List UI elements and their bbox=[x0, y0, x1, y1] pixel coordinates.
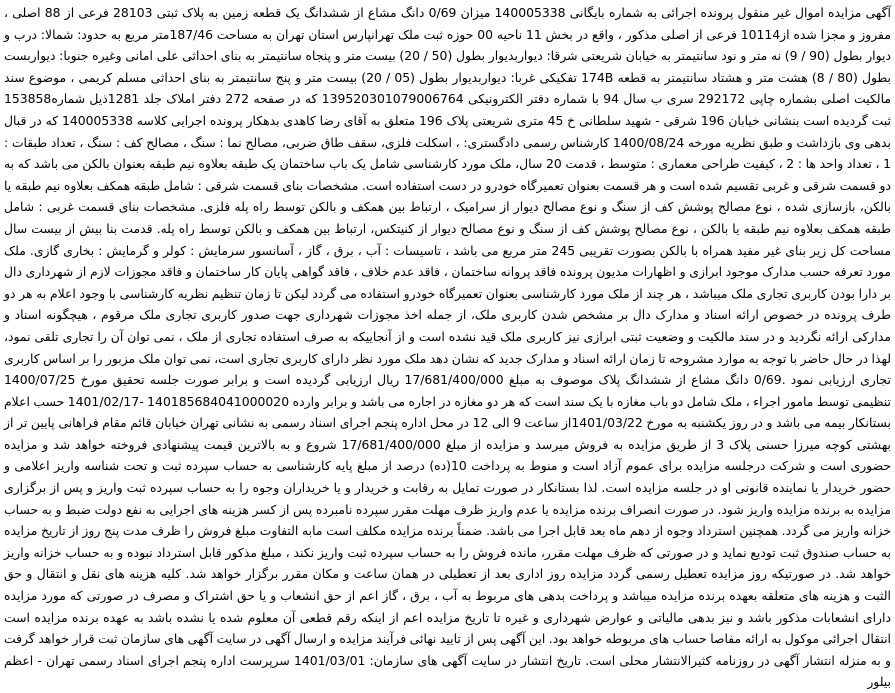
auction-notice-text: آگهی مزایده اموال غیر منقول پرونده اجرائی به شماره بایگانی 140005338 میزان 0/69 دانگ مشاع از ششدانگ یک قطعه زمین به پلاک ثبتی 28103 فرعی از 88 اصلی ، مفروز و مجزا شده از10114 فرعی از اصلی مذکور ، واقع در بخش 11 ناحیه 00 حوزه ثبت ملک تهرانپارس استان تهران به مساحت 187/46متر مربع به حدود: شمالا: درب و دیوار بطول (90 / 9) نه متر و نود سانتیمتر به خیابان شریعتی شرقا: دیواربدیوار بطول (50 / 20) بیست متر و پنجاه سانتیمتر به بنای احداثی علی امانی وغیره جنوبا: دیواربست بطول (80 / 8) هشت متر و هشتاد سانتیمتر به قطعه 174B تفکیکی غربا: دیواربدیوار بطول (05 / 20) بیست متر و پنج سانتیمتر به بنای احداثی مسلم کریمی ، موضوع سند مالکیت اصلی بشماره چاپی 292172 سری ب سال 94 با شماره دفتر الکترونیکی 139520301079006764 که در صفحه 272 دفتر املاک جلد 1281ذیل شماره153858 ثبت گردیده است بنشانی خیابان 196 شرقی - شهید سلطانی خ 45 متری شریعتی پلاک 196 متعلق به آقای رضا کاهدی بدهکار پرونده اجرایی کلاسه 140005338 که در قبال بدهی وی بازداشت و طبق نظریه مورخه 1400/08/24 کارشناس رسمی دادگستری: ، اسکلت فلزی، سقف طاق ضربی، مصالح نما : سنگ ، مصالح کف : سنگ ، تعداد طبقات : 1 ، تعداد واحد ها : 2 ، کیفیت طراحی معماری : متوسط ، قدمت 20 سال، ملک مورد کارشناسی شامل یک باب ساختمان یک طبقه بعلاوه نیم طبقه بعنوان بالکن می باشد که به دو قسمت شرقی و غربی تقسیم شده است و هر قسمت بعنوان تعمیرگاه خودرو در دست استفاده است. مشخصات بنای قسمت شرقی : شامل طبقه همکف بعلاوه نیم طبقه یا بالکن، بازسازی شده ، نوع مصالح پوشش کف از سنگ و نوع مصالح دیوار از سرامیک ، ارتباط بین همکف و بالکن توسط راه پله فلزی. مشخصات بنای قسمت غربی : شامل طبقه همکف بعلاوه نیم طبقه یا بالکن ، نوع مصالح پوشش کف از سنگ و نوع مصالح دیوار از کنیتکس، ارتباط بین همکف و بالکن توسط راه پله. قدمت بنا بیش از بیست سال مساحت کل زیر بنای غیر مفید همراه با بالکن بصورت تقریبی 245 متر مربع می باشد ، تاسیسات : آب ، برق ، گاز ، آسانسور سرمایش : کولر و گرمایش : بخاری گازی. ملک مورد تعرفه حسب مدارک موجود ابرازی و اظهارات مدیون پرونده فاقد پروانه ساختمان ، فاقد عدم خلاف ، فاقد گواهی پایان کار ساختمان و فاقد مجوزات لازم از شهرداری دال بر دارا بودن کاربری تجاری ملک میباشد ، هر چند از ملک مورد کارشناسی بعنوان تعمیرگاه خودرو استفاده می گردد لیکن تا زمان تنظیم نظریه کارشناسی با وجود اعلام به هر دو طرف پرونده در خصوص ارائه اسناد و مدارک دال بر مشخص شدن کاربری ملک، از جمله اخذ مجوزات شهرداری جهت صدور کاربری تجاری ملک مرقوم ، هیچگونه اسناد و مدارکی ارائه نگردید و در سند مالکیت و وضعیت ثبتی ابرازی نیز کاربری ملک قید نشده است و از آنجاییکه به صرف استفاده تجاری از ملک ، نمی توان آن را تجاری تلقی نمود، لهذا در حال حاضر با توجه به موارد مشروحه تا زمان ارائه اسناد و مدارک جدید که نشان دهد ملک مورد نظر دارای کاربری تجاری است، نمی توان ملک مزبور را بر اساس کاربری تجاری ارزیابی نمود .0/69 دانگ مشاع از ششدانگ پلاک موصوف به مبلغ 17/681/400/000 ریال ارزیابی گردیده است و برابر صورت جلسه تحقیق مورخ 1400/07/25 تنظیمی توسط مامور اجراء ، ملک شامل دو باب مغازه با یک سند است که هر دو مغازه در اجاره می باشد و برابر وارده 140185684041000020 -1401/02/17 حسب اعلام بستانکار بیمه می باشد و در روز یکشنبه به مورخ 1401/03/22از ساعت 9 الی 12 در محل اداره پنجم اجرای اسناد رسمی به نشانی تهران خیابان قائم مقام فراهانی پایین تر از بهشتی کوچه میرزا حسنی پلاک 3 از طریق مزایده به فروش میرسد و مزایده از مبلغ 17/681/400/000 شروع و به بالاترین قیمت پیشنهادی فروخته خواهد شد و مزایده حضوری است و شرکت درجلسه مزایده برای عموم آزاد است و منوط به پرداخت 10(ده) درصد از مبلغ پایه کارشناسی به حساب سپرده ثبت و تحت شناسه واریز اعلامی و حضور خریدار یا نماینده قانونی او در جلسه مزایده است. لذا بستانکار در صورت تمایل به رقابت و خریدار و یا خریداران وجوه را به حساب سپرده ثبت واریز و پس از برگزاری مزایده به برنده مزایده واریز شود. در صورت انصراف برنده مزایده یا عدم واریز ظرف مهلت مقرر سپرده نامبرده پس از کسر هزینه های اجرایی به نفع دولت ضبط و به حساب خزانه واریز می گردد. همچنین استرداد وجوه از دهم ماه بعد قابل اجرا می باشد. ضمناً برنده مزایده مکلف است مابه التفاوت مبلغ فروش را ظرف مدت پنج روز از تاریخ مزایده به حساب صندوق ثبت تودیع نماید و در صورتی که ظرف مهلت مقرر، مانده فروش را به حساب سپرده ثبت واریز نکند ، مبلغ مذکور قابل استرداد نبوده و به حساب خزانه واریز خواهد شد. در صورتیکه روز مزایده تعطیل رسمی گردد مزایده روز اداری بعد از تعطیلی در همان ساعت و مکان مقرر برگزار خواهد شد. کلیه هزینه های نقل و انتقال و حق الثبت و هزینه های متعلقه بعهده برنده مزایده میباشد و پرداخت بدهی های مربوط به آب ، برق ، گاز اعم از حق انشعاب و یا حق اشتراک و مصرف در صورتی که مورد مزایده دارای انشعابات مذکور باشد و نیز بدهی مالیاتی و عوارض شهرداری و غیره تا تاریخ مزایده اعم از اینکه رقم قطعی آن معلوم شده یا نشده باشد به عهده برنده مزایده است انتقال اجرائی موکول به ارائه مفاصا حساب های مربوطه خواهد بود. این آگهی پس از تایید نهائی فرآیند مزایده و ارسال آگهی در سایت آگهی های سازمان ثبت قرار خواهد گرفت و به منزله انتشار آگهی در روزنامه کثیرالانتشار محلی است. تاریخ انتشار در سایت آگهی های سازمان: 1401/03/01 سرپرست اداره پنجم اجرای اسناد رسمی تهران - اعظم بیلور bbox=[4, 5, 892, 690]
